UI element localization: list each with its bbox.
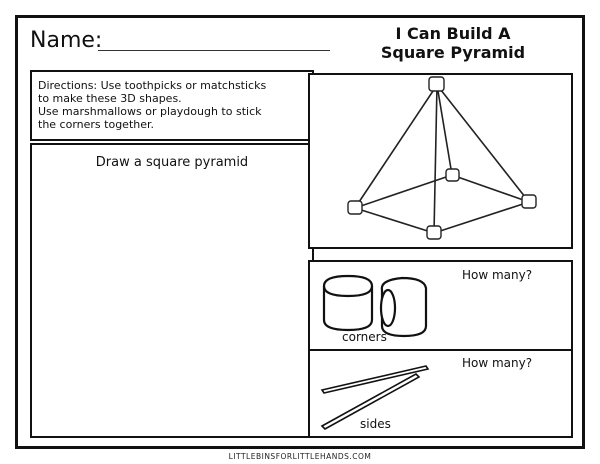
corners-label: corners <box>342 330 387 344</box>
title-line-2: Square Pyramid <box>380 43 526 62</box>
count-divider <box>310 349 571 351</box>
corners-how-many: How many? <box>462 268 533 282</box>
name-label: Name: <box>30 28 103 53</box>
title-line-1: I Can Build A <box>395 24 511 43</box>
footer-site-credit: LITTLEBINSFORLITTLEHANDS.COM <box>228 452 372 461</box>
name-line[interactable] <box>98 50 330 51</box>
sides-label: sides <box>360 417 391 431</box>
directions-line-4: the corners together. <box>38 118 154 131</box>
directions-line-3: Use marshmallows or playdough to stick <box>38 105 262 118</box>
marshmallow-back <box>446 169 459 181</box>
directions-line-2: to make these 3D shapes. <box>38 92 182 105</box>
marshmallow-left <box>348 201 362 214</box>
pyramid-edges <box>355 85 529 233</box>
marshmallow-apex <box>429 77 444 91</box>
square-pyramid-illustration <box>310 75 571 247</box>
count-box <box>308 260 573 438</box>
pyramid-illustration-box <box>308 73 573 249</box>
directions-box <box>30 70 314 141</box>
directions-line-1: Directions: Use toothpicks or matchsticks <box>38 79 267 92</box>
worksheet <box>15 15 585 449</box>
marshmallow-front <box>427 226 441 239</box>
marshmallow-icon <box>318 268 458 348</box>
draw-area[interactable] <box>30 143 314 438</box>
sides-how-many: How many? <box>462 356 533 370</box>
page-title <box>348 24 558 62</box>
draw-area-label: Draw a square pyramid <box>95 155 249 170</box>
marshmallow-right <box>522 195 536 208</box>
